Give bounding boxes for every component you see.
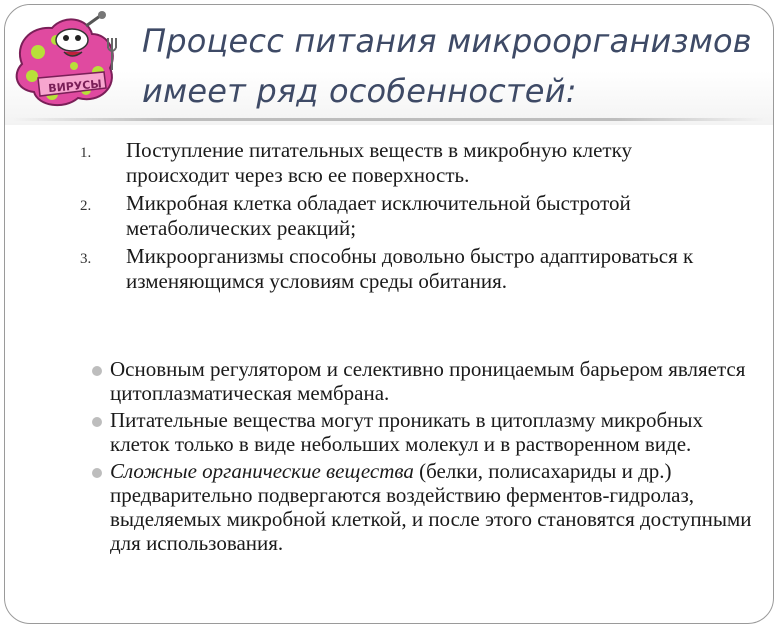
bullet-dot-icon: [92, 366, 102, 376]
slide-title: [142, 16, 772, 116]
slide-title-line-2: имеет ряд особенностей:: [142, 72, 577, 110]
bullet-item: [92, 408, 752, 456]
numbered-item-text: Микроорганизмы способны довольно быстро адаптироваться к изменяющимся условиям среды обитания.: [126, 244, 694, 293]
title-divider: [12, 118, 766, 121]
bullet-item-text: Питательные вещества могут проникать в цитоплазму микробных клеток только в виде небольших молекул и в растворенном виде.: [110, 408, 704, 456]
bullet-item: [92, 357, 752, 405]
list-number: 3.: [80, 251, 92, 267]
slide-title-line-1: Процесс питания микроорганизмов: [142, 22, 752, 60]
virus-mascot-logo: [8, 8, 126, 112]
list-number: 1.: [80, 145, 92, 161]
numbered-item-text: Поступление питательных веществ в микробную клетку происходит через всю ее поверхность.: [126, 138, 632, 187]
bullet-list: [92, 357, 752, 558]
bullet-item: [92, 459, 752, 555]
numbered-list: [80, 138, 740, 297]
bullet-dot-icon: [92, 468, 102, 478]
numbered-item: [80, 244, 740, 294]
bullet-dot-icon: [92, 417, 102, 427]
bullet-item-text: (белки, полисахариды и др.) предварительно подвергаются воздействию ферментов-гидролаз, выделяемых микробной клеткой, и после этого становятся доступными для использования.: [110, 459, 752, 555]
numbered-item-text: Микробная клетка обладает исключительной быстротой метаболических реакций;: [126, 191, 631, 240]
numbered-item: [80, 138, 740, 188]
numbered-item: [80, 191, 740, 241]
bullet-item-italic-text: Сложные органические вещества: [110, 459, 414, 483]
logo-banner-text: ВИРУСЫ: [47, 77, 103, 96]
bullet-item-text: Основным регулятором и селективно проницаемым барьером является цитоплазматическая мембрана.: [110, 357, 746, 405]
list-number: 2.: [80, 198, 92, 214]
